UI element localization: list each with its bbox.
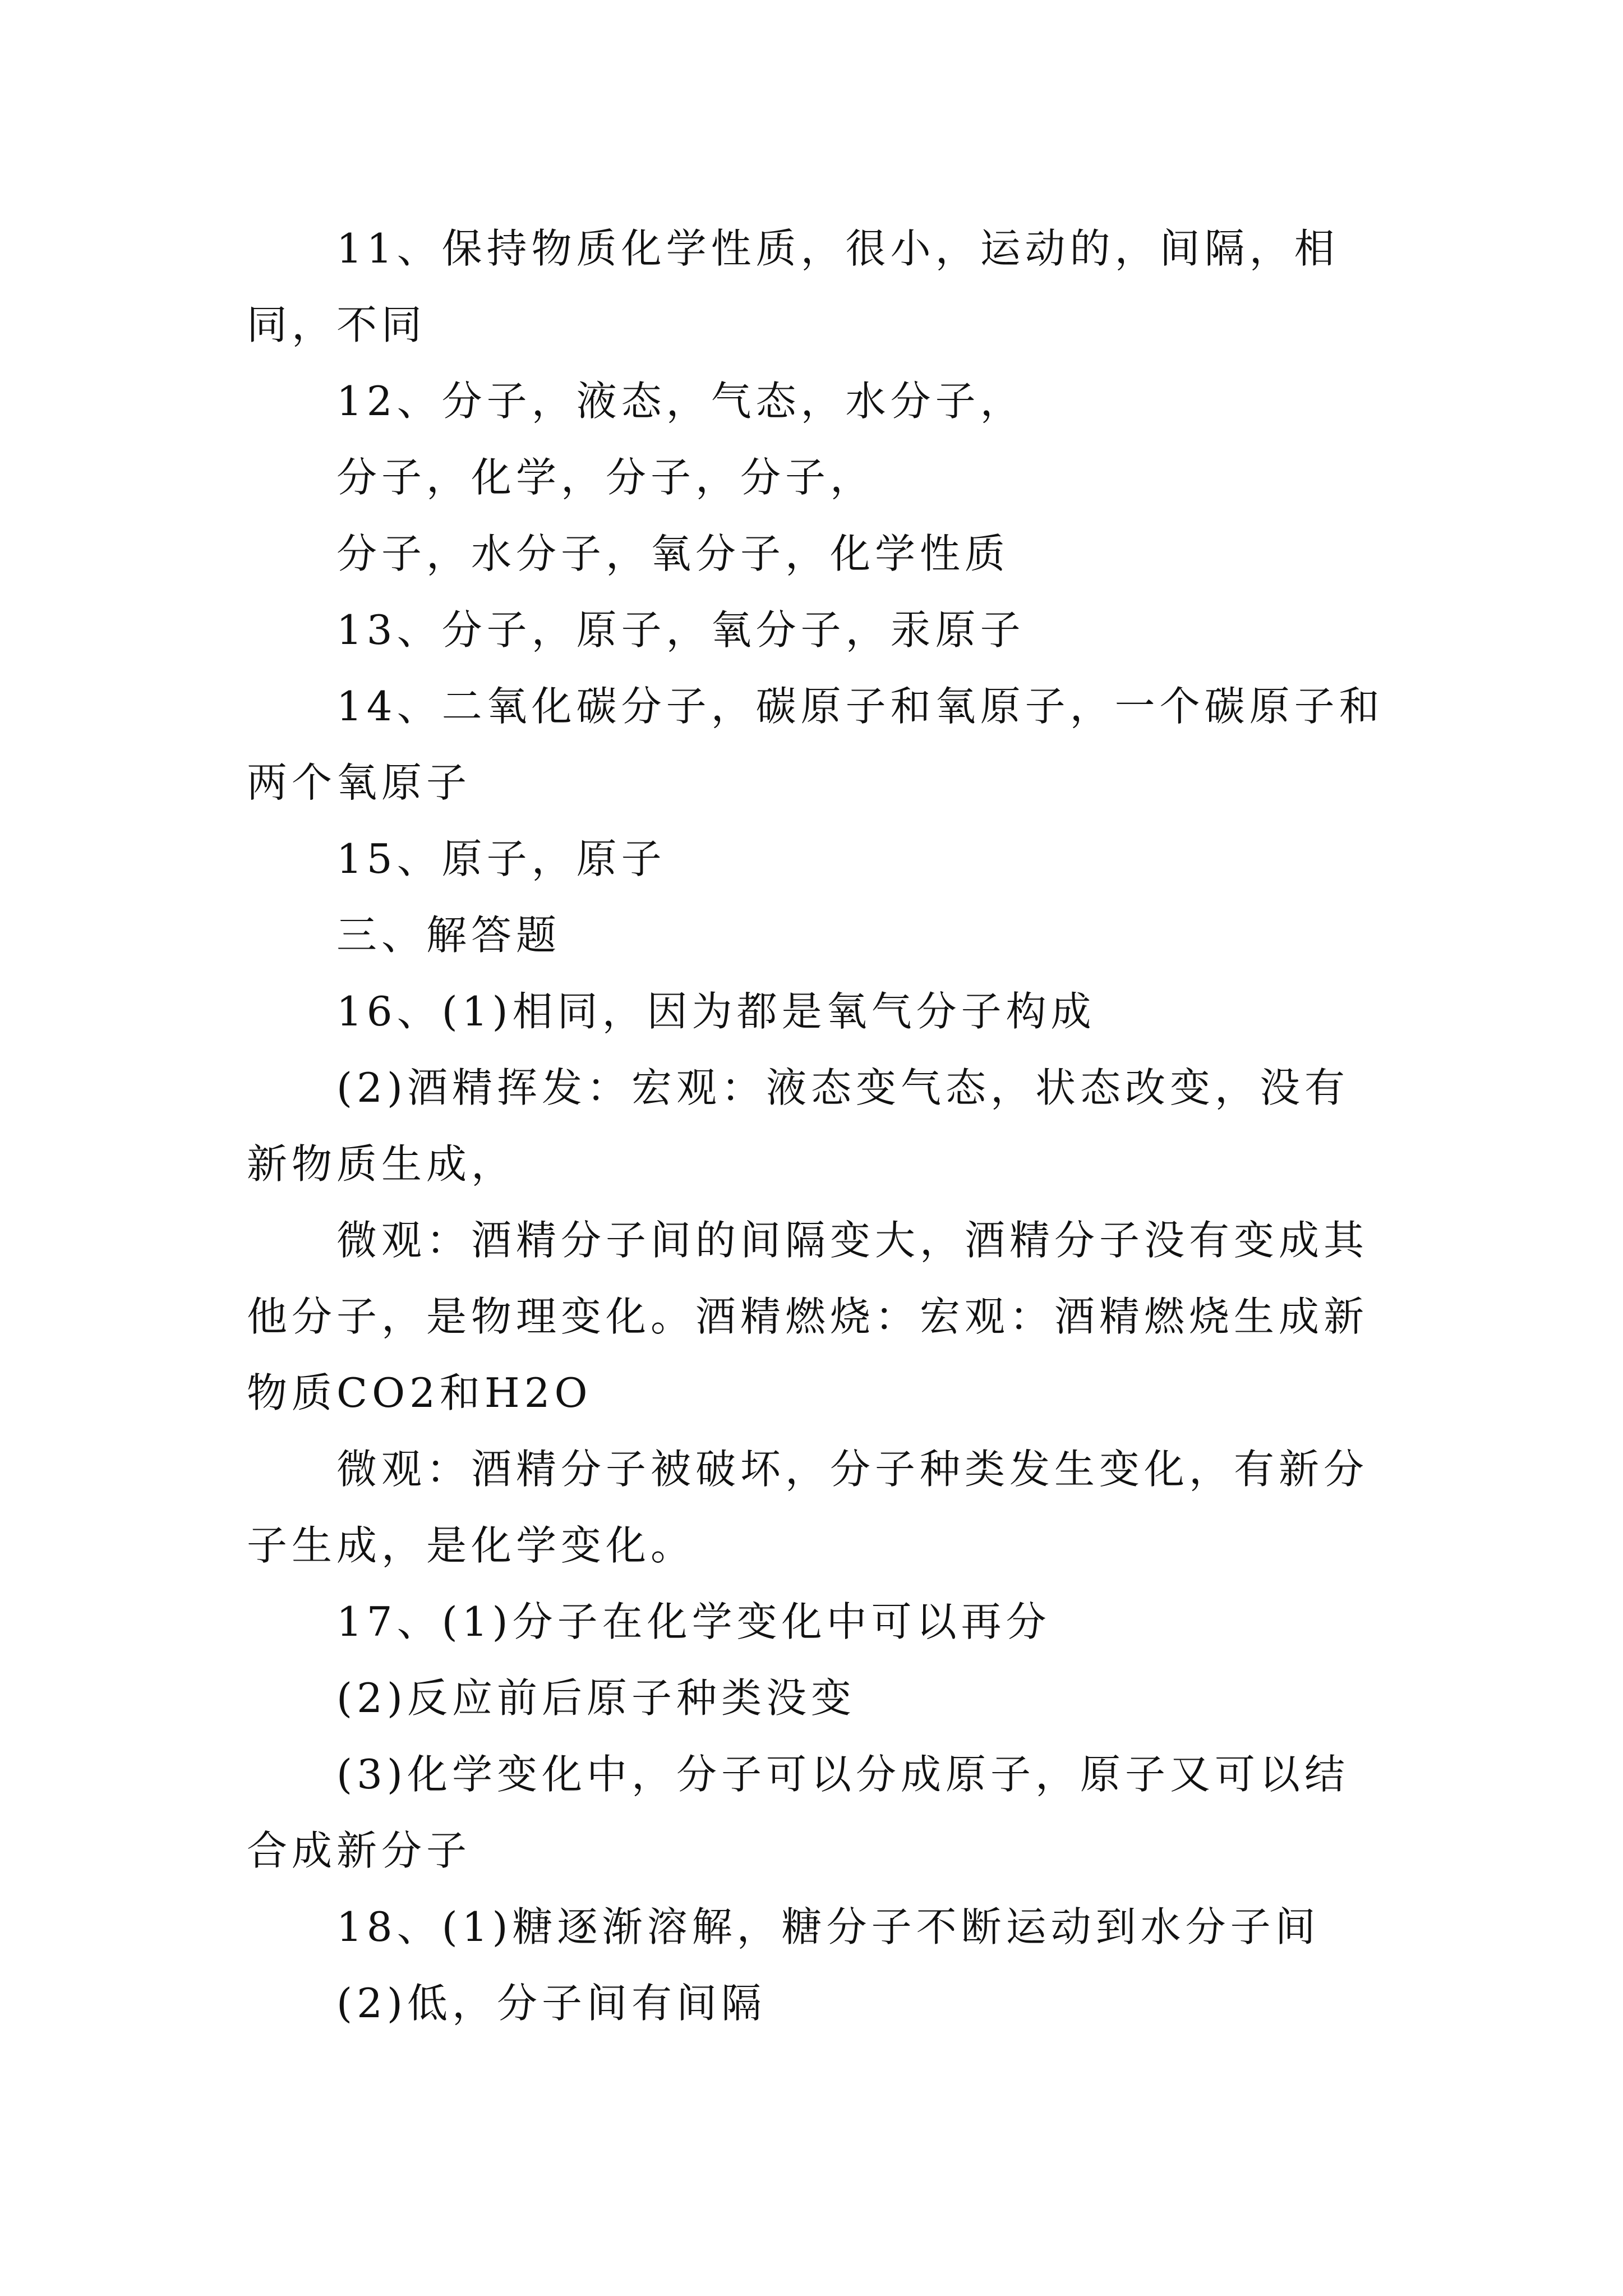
paragraph-q18-2: (2)低，分子间有间隔: [336, 1980, 766, 2027]
paragraph-q16-2-micro-burn: 微观：酒精分子被破坏，分子种类发生变化，有新分子生成，是化学变化。: [247, 1446, 1369, 1569]
paragraph-q17-2: (2)反应前后原子种类没变: [336, 1674, 856, 1722]
paragraph-q17-1: 17、(1)分子在化学变化中可以再分: [336, 1598, 1051, 1645]
paragraph-q18-1: 18、(1)糖逐渐溶解，糖分子不断运动到水分子间: [336, 1903, 1320, 1950]
paragraph-q17-3: (3)化学变化中，分子可以分成原子，原子又可以结合成新分子: [247, 1751, 1349, 1874]
paragraph-q14: 14、二氧化碳分子，碳原子和氧原子，一个碳原子和两个氧原子: [247, 683, 1384, 806]
section-heading-answers: 三、解答题: [336, 912, 561, 959]
paragraph-q12-line2: 分子，化学，分子，分子，: [336, 454, 875, 501]
paragraph-q12-line3: 分子，水分子，氧分子，化学性质: [336, 530, 1010, 577]
paragraph-q15: 15、原子，原子: [336, 835, 666, 882]
paragraph-q16-1: 16、(1)相同，因为都是氧气分子构成: [336, 988, 1096, 1035]
paragraph-q16-2: (2)酒精挥发：宏观：液态变气态，状态改变，没有新物质生成，: [247, 1064, 1349, 1188]
paragraph-q12: 12、分子，液态，气态，水分子，: [336, 378, 1025, 425]
paragraph-q13: 13、分子，原子，氧分子，汞原子: [336, 606, 1025, 654]
paragraph-q16-2-micro: 微观：酒精分子间的间隔变大，酒精分子没有变成其他分子，是物理变化。酒精燃烧：宏观：酒精燃烧生成新物质CO2和H2O: [247, 1217, 1369, 1416]
answer-text-body: [247, 210, 1385, 2041]
paragraph-q11: 11、保持物质化学性质，很小，运动的，间隔，相同，不同: [247, 225, 1339, 348]
